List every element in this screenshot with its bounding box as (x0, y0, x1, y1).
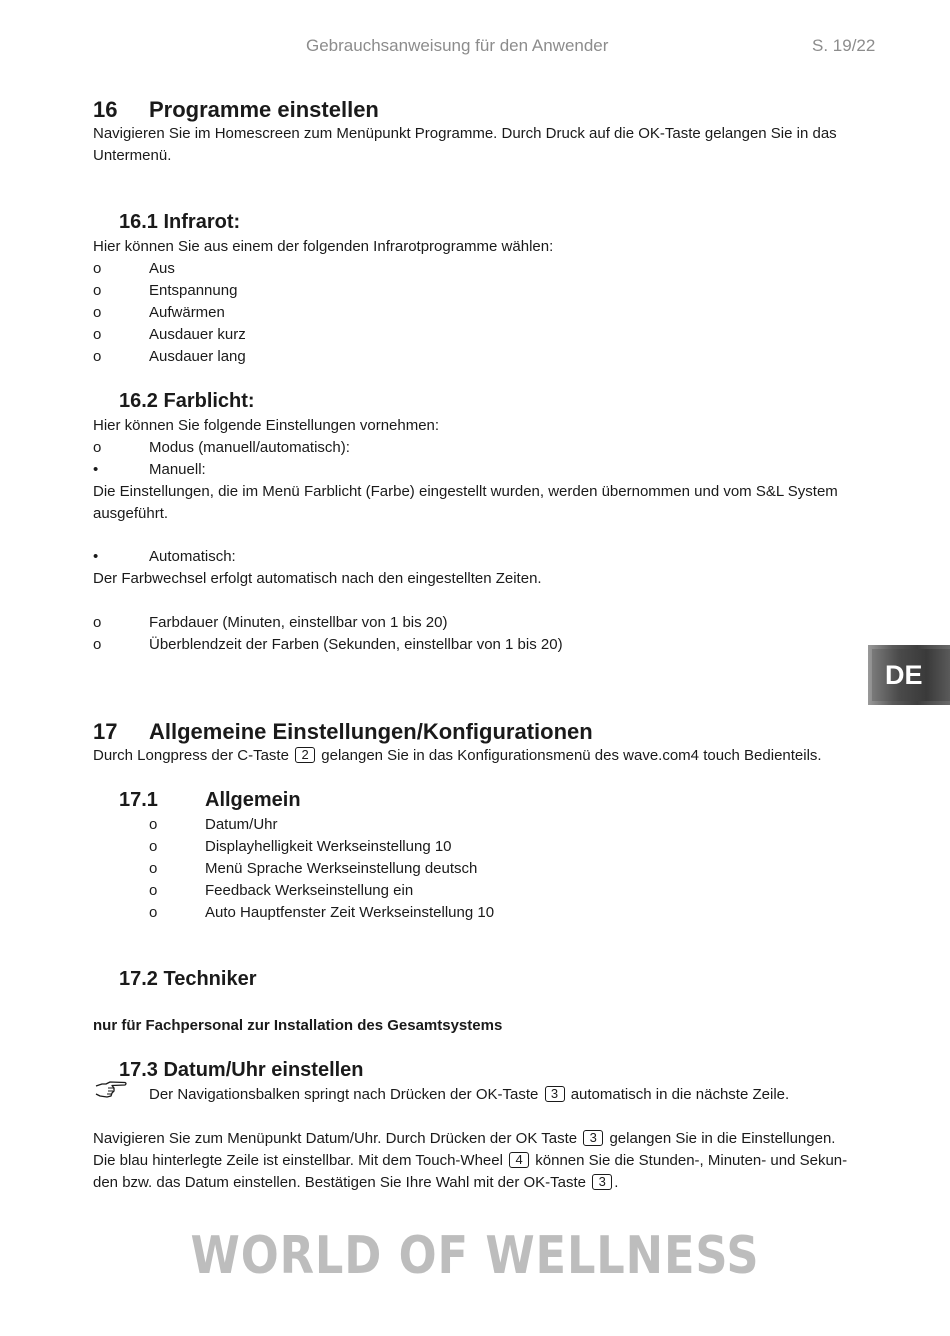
list-item (93, 302, 493, 324)
paragraph-text: gelangen Sie in die Einstellungen. (609, 1130, 836, 1147)
key-reference-badge: 3 (545, 1086, 565, 1102)
section-16-1-title: 16.1 Infrarot: (119, 211, 241, 233)
section-17-2-note: nur für Fachpersonal zur Installation des Gesamtsystems (93, 1017, 503, 1034)
section-17-3-title: 17.3 Datum/Uhr einstellen (119, 1059, 364, 1081)
list-item (93, 546, 593, 568)
list-marker: o (149, 904, 158, 921)
section-16-title: Programme einstellen (149, 97, 379, 122)
list-item-text: Modus (manuell/automatisch): (149, 439, 350, 456)
list-item (93, 346, 493, 368)
section-16-heading (93, 97, 793, 125)
section-16-2-intro: Hier können Sie folgende Einstellungen vornehmen: (93, 417, 440, 434)
list-item-text: Automatisch: (149, 548, 236, 565)
list-item-text: Aus (149, 260, 175, 277)
section-17-1-number: 17.1 (119, 789, 158, 811)
list-item-text: Auto Hauptfenster Zeit Werkseinstellung 10 (205, 904, 495, 921)
key-reference-badge: 2 (295, 747, 315, 763)
list-item (93, 634, 693, 656)
list-marker: o (149, 860, 158, 877)
language-tab-de (868, 645, 950, 705)
section-17-intro-text-b: gelangen Sie in das Konfigurationsmenü des wave.com4 touch Bedienteils. (321, 747, 822, 764)
manuell-description-line-1: Die Einstellungen, die im Menü Farblicht (Farbe) eingestellt wurden, werden übernommen und vom S&L System (93, 483, 838, 500)
list-item-text: Entspannung (149, 282, 238, 299)
section-17-intro-text-a: Durch Longpress der C-Taste (93, 747, 289, 764)
manuell-description-line-2: ausgeführt. (93, 505, 169, 522)
section-17-3-paragraph-line-3 (93, 1172, 883, 1194)
list-marker: o (149, 816, 158, 833)
list-marker: o (93, 636, 102, 653)
list-marker: o (93, 348, 102, 365)
list-item (149, 902, 649, 924)
section-17-2-title: 17.2 Techniker (119, 968, 257, 990)
list-item-text: Feedback Werkseinstellung ein (205, 882, 414, 899)
paragraph-text: Navigieren Sie zum Menüpunkt Datum/Uhr. Durch Drücken der OK Taste (93, 1130, 578, 1147)
language-tab-label: DE (885, 659, 923, 690)
list-item-text: Aufwärmen (149, 304, 225, 321)
hint-text-b: automatisch in die nächste Zeile. (570, 1086, 790, 1103)
document-header-title: Gebrauchsanweisung für den Anwender (306, 36, 609, 55)
automatisch-description: Der Farbwechsel erfolgt automatisch nach den eingestellten Zeiten. (93, 570, 542, 587)
section-17-intro (93, 745, 883, 767)
list-bullet: • (93, 548, 99, 565)
list-marker: o (93, 439, 102, 456)
section-17-1-heading (119, 789, 519, 815)
list-item (149, 814, 649, 836)
key-reference-badge: 3 (583, 1130, 603, 1146)
list-item-text: Farbdauer (Minuten, einstellbar von 1 bis 20) (149, 614, 448, 631)
section-17-1-title: Allgemein (205, 789, 301, 811)
section-16-intro-line-2: Untermenü. (93, 147, 172, 164)
list-item (93, 324, 493, 346)
list-item (149, 880, 649, 902)
section-17-number: 17 (93, 719, 118, 744)
hint-text-a: Der Navigationsbalken springt nach Drücken der OK-Taste (149, 1086, 539, 1103)
list-item-text: Datum/Uhr (205, 816, 278, 833)
section-17-3-paragraph-line-1 (93, 1128, 883, 1150)
list-marker: o (93, 614, 102, 631)
list-marker: o (149, 838, 158, 855)
key-reference-badge: 3 (592, 1174, 612, 1190)
list-item-text: Manuell: (149, 461, 206, 478)
section-17-3-paragraph-line-2 (93, 1150, 883, 1172)
list-item-text: Menü Sprache Werkseinstellung deutsch (205, 860, 478, 877)
section-16-2-title: 16.2 Farblicht: (119, 390, 255, 412)
list-marker: o (149, 882, 158, 899)
section-17-title: Allgemeine Einstellungen/Konfigurationen (149, 719, 593, 744)
list-item (93, 459, 593, 481)
list-marker: o (93, 282, 102, 299)
paragraph-text: Die blau hinterlegte Zeile ist einstellbar. Mit dem Touch-Wheel (93, 1152, 503, 1169)
list-item (93, 258, 493, 280)
list-item-text: Ausdauer kurz (149, 326, 246, 343)
page-number: S. 19/22 (812, 36, 876, 55)
paragraph-text: den bzw. das Datum einstellen. Bestätigen Sie Ihre Wahl mit der OK-Taste (93, 1174, 587, 1191)
section-17-heading (93, 719, 853, 747)
section-16-1-intro: Hier können Sie aus einem der folgenden Infrarotprogramme wählen: (93, 238, 554, 255)
list-item (93, 437, 593, 459)
paragraph-text: . (614, 1174, 619, 1191)
key-reference-badge: 4 (509, 1152, 529, 1168)
list-item (149, 858, 649, 880)
list-marker: o (93, 304, 102, 321)
list-marker: o (93, 326, 102, 343)
section-16-number: 16 (93, 97, 118, 122)
list-item-text: Überblendzeit der Farben (Sekunden, einstellbar von 1 bis 20) (149, 636, 563, 653)
list-item-text: Ausdauer lang (149, 348, 246, 365)
pointing-hand-icon (94, 1080, 128, 1104)
list-item (93, 280, 493, 302)
list-item-text: Displayhelligkeit Werkseinstellung 10 (205, 838, 452, 855)
section-16-intro-line-1: Navigieren Sie im Homescreen zum Menüpunkt Programme. Durch Druck auf die OK-Taste gelangen Sie in das (93, 125, 837, 142)
paragraph-text: können Sie die Stunden-, Minuten- und Sekun- (535, 1152, 848, 1169)
list-item (93, 612, 693, 634)
list-marker: o (93, 260, 102, 277)
section-17-3-hint (149, 1084, 889, 1106)
list-item (149, 836, 649, 858)
list-bullet: • (93, 461, 99, 478)
footer-brand-logo: WORLD OF WELLNESS (190, 1226, 760, 1286)
